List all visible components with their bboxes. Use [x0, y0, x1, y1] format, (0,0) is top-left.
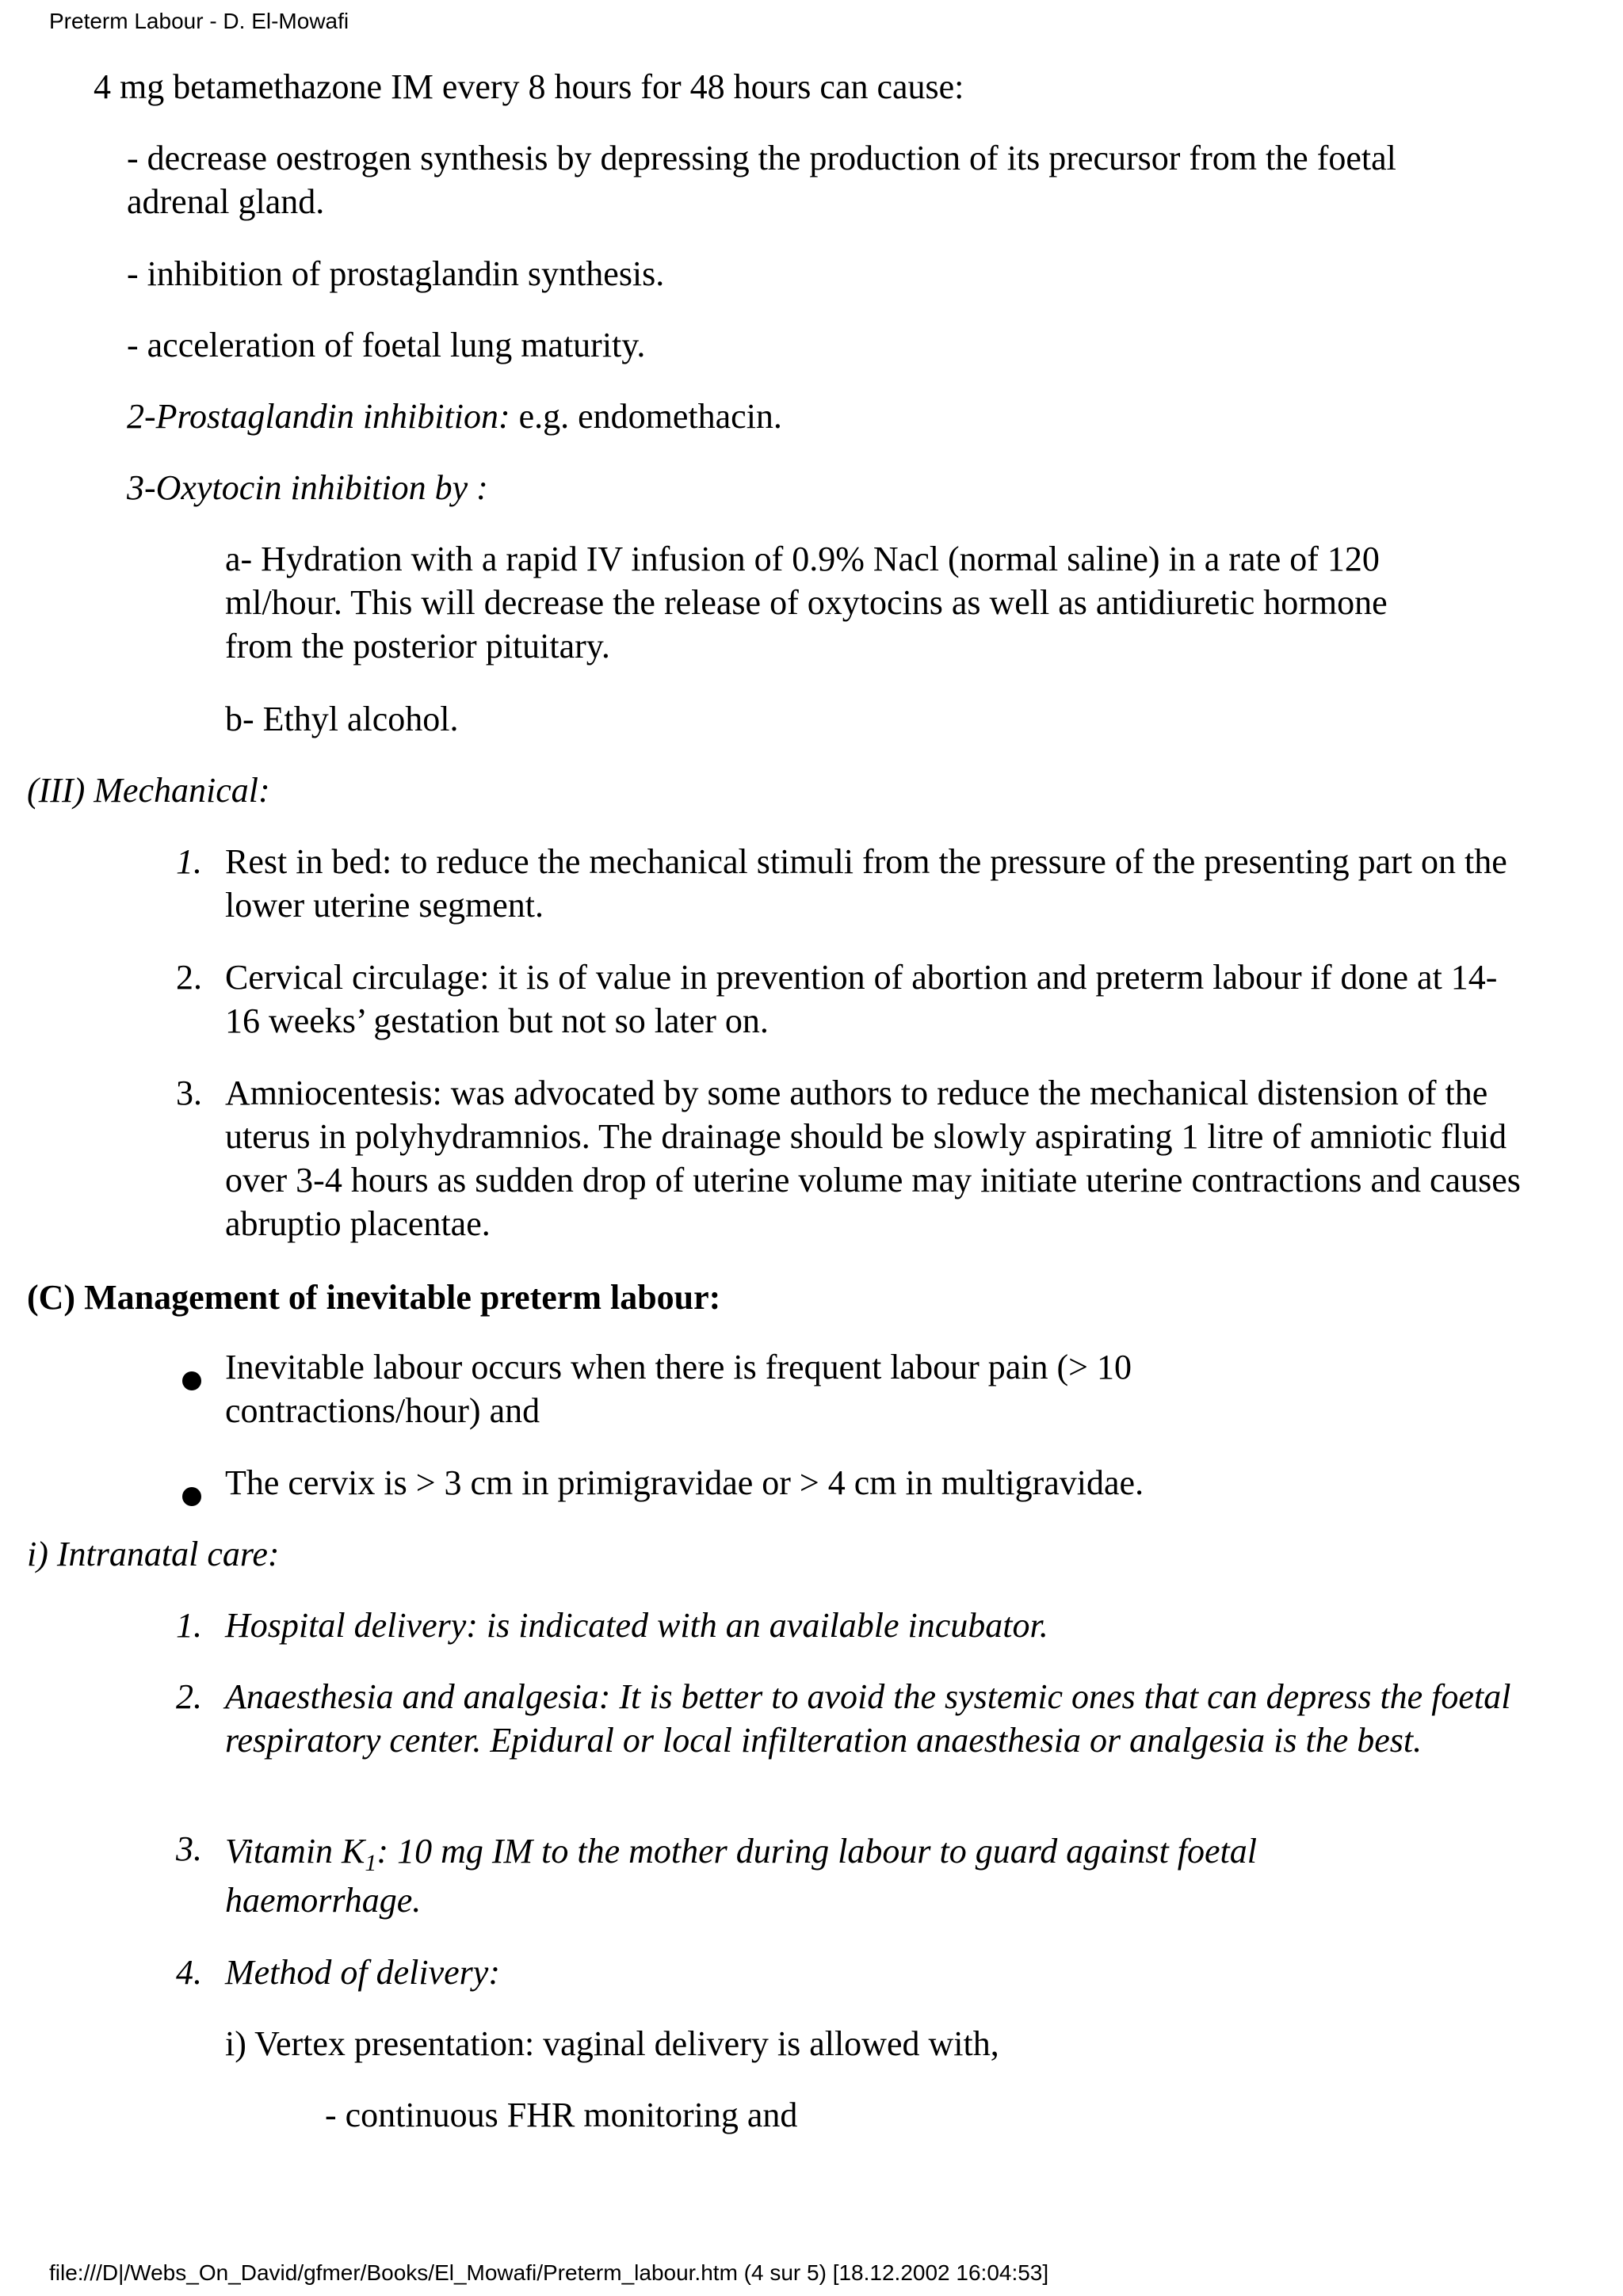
betamethazone-intro: 4 mg betamethazone IM every 8 hours for 48 hours can cause:	[94, 67, 964, 106]
list-number: 1.	[176, 842, 202, 881]
effect-item: - acceleration of foetal lung maturity.	[127, 326, 646, 364]
list-number: 2.	[176, 958, 202, 997]
mechanical-heading: (III) Mechanical:	[27, 771, 270, 810]
oxytocin-label: 3-Oxytocin inhibition by :	[127, 468, 488, 507]
mechanical-item: Cervical circulage: it is of value in prevention of abortion and preterm labour if done at 14-16 weeks’ gestation but not so later on.	[225, 958, 1498, 1040]
care-item: Hospital delivery: is indicated with an available incubator.	[225, 1606, 1048, 1645]
care-item: Anaesthesia and analgesia: It is better to avoid the systemic ones that can depress the foetal respiratory center. Epidural or local infilteration anaesthesia or analgesia is the best.	[225, 1677, 1511, 1760]
management-heading: (C) Management of inevitable preterm labour:	[27, 1278, 721, 1317]
bullet-icon	[182, 1487, 201, 1506]
list-number: 4.	[176, 1953, 202, 1992]
care-item: Vitamin $K_1$: 10 mg IM to the mother during labour to guard against foetal haemorrhage.	[225, 1832, 1257, 1920]
page-header-title: Preterm Labour - D. El-Mowafi	[49, 9, 349, 33]
bullet-icon	[182, 1371, 201, 1390]
management-bullet: The cervix is > 3 cm in primigravidae or > 4 cm in multigravidae.	[225, 1463, 1144, 1502]
prostaglandin-text: e.g. endomethacin.	[510, 397, 782, 436]
prostaglandin-paragraph	[127, 395, 782, 438]
mechanical-item: Rest in bed: to reduce the mechanical stimuli from the pressure of the presenting part on the lower uterine segment.	[225, 842, 1507, 925]
effect-item: - inhibition of prostaglandin synthesis.	[127, 254, 665, 293]
list-number: 1.	[176, 1606, 202, 1645]
fhr-paragraph: - continuous FHR monitoring and	[325, 2096, 798, 2134]
management-bullet: Inevitable labour occurs when there is frequent labour pain (> 10 contractions/hour) and	[225, 1348, 1132, 1430]
effect-item: - decrease oestrogen synthesis by depressing the production of its precursor from the foetal adrenal gland.	[127, 139, 1396, 221]
vertex-paragraph: i) Vertex presentation: vaginal delivery is allowed with,	[225, 2024, 999, 2063]
intranatal-heading: i) Intranatal care:	[27, 1535, 280, 1573]
prostaglandin-label: 2-Prostaglandin inhibition:	[127, 397, 510, 436]
care-item: Method of delivery:	[225, 1953, 500, 1992]
page-footer-path: file:///D|/Webs_On_David/gfmer/Books/El_Mowafi/Preterm_labour.htm (4 sur 5) [18.12.2002 16:04:53]	[49, 2260, 1049, 2285]
list-number: 3.	[176, 1074, 202, 1112]
list-number: 2.	[176, 1677, 202, 1716]
hydration-paragraph: a- Hydration with a rapid IV infusion of 0.9% Nacl (normal saline) in a rate of 120 ml/hour. This will decrease the release of oxytocins as well as antidiuretic hormone from the posterior pituitary.	[225, 540, 1388, 666]
ethyl-alcohol-paragraph: b- Ethyl alcohol.	[225, 700, 459, 738]
list-number: 3.	[176, 1829, 202, 1868]
mechanical-item: Amniocentesis: was advocated by some authors to reduce the mechanical distension of the uterus in polyhydramnios. The drainage should be slowly aspirating 1 litre of amniotic fluid over 3-4 hours as sudden drop of uterine volume may initiate uterine contractions and causes abruptio placentae.	[225, 1074, 1521, 1243]
